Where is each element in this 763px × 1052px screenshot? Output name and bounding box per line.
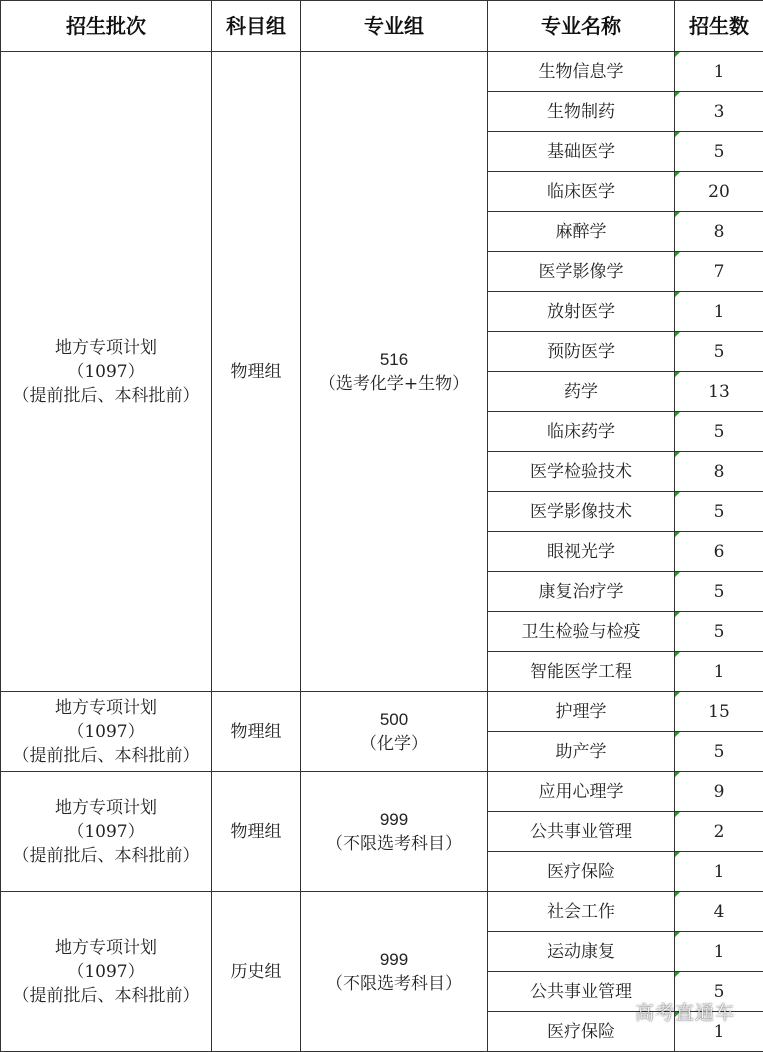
major-group-requirement: （不限选考科目） — [301, 832, 487, 856]
batch-line: （提前批后、本科批前） — [1, 984, 211, 1008]
watermark: 高考直通车 — [635, 998, 735, 1025]
enrollment-count-cell: 6 — [675, 532, 763, 572]
enrollment-count-cell: 3 — [675, 92, 763, 132]
major-group-cell — [301, 692, 488, 772]
major-name-cell: 临床药学 — [488, 412, 675, 452]
major-group-cell — [301, 772, 488, 892]
enrollment-count-cell: 4 — [675, 892, 763, 932]
major-name-cell: 康复治疗学 — [488, 572, 675, 612]
major-name-cell: 临床医学 — [488, 172, 675, 212]
enrollment-count-cell: 2 — [675, 812, 763, 852]
major-name-cell: 眼视光学 — [488, 532, 675, 572]
major-group-code: 500 — [301, 708, 487, 732]
enrollment-count-cell: 1 — [675, 1012, 763, 1052]
batch-line: 地方专项计划 — [1, 696, 211, 720]
major-name-cell: 卫生检验与检疫 — [488, 612, 675, 652]
major-name-cell: 医疗保险 — [488, 1012, 675, 1052]
major-group-requirement: （化学） — [301, 732, 487, 756]
major-name-cell: 医疗保险 — [488, 852, 675, 892]
enrollment-count-cell: 5 — [675, 732, 763, 772]
subject-group-cell: 物理组 — [212, 692, 301, 772]
major-name-cell: 放射医学 — [488, 292, 675, 332]
header-row — [1, 1, 763, 52]
header-batch: 招生批次 — [1, 1, 212, 52]
enrollment-count-cell: 5 — [675, 332, 763, 372]
table-row — [1, 892, 763, 932]
batch-line: （1097） — [1, 960, 211, 984]
batch-cell — [1, 692, 212, 772]
enrollment-count-cell: 5 — [675, 132, 763, 172]
major-name-cell: 公共事业管理 — [488, 972, 675, 1012]
major-name-cell: 医学检验技术 — [488, 452, 675, 492]
enrollment-count-cell: 8 — [675, 212, 763, 252]
enrollment-count-cell: 5 — [675, 612, 763, 652]
major-name-cell: 生物信息学 — [488, 52, 675, 92]
subject-group-cell: 物理组 — [212, 772, 301, 892]
enrollment-count-cell: 5 — [675, 412, 763, 452]
major-group-code: 516 — [301, 348, 487, 372]
major-group-code: 999 — [301, 808, 487, 832]
header-major-name: 专业名称 — [488, 1, 675, 52]
batch-line: （1097） — [1, 720, 211, 744]
batch-line: （提前批后、本科批前） — [1, 844, 211, 868]
major-name-cell: 药学 — [488, 372, 675, 412]
major-name-cell: 医学影像学 — [488, 252, 675, 292]
major-group-code: 999 — [301, 948, 487, 972]
enrollment-count-cell: 15 — [675, 692, 763, 732]
batch-cell — [1, 772, 212, 892]
batch-cell — [1, 52, 212, 692]
enrollment-count-cell: 13 — [675, 372, 763, 412]
major-name-cell: 基础医学 — [488, 132, 675, 172]
batch-cell — [1, 892, 212, 1052]
major-name-cell: 社会工作 — [488, 892, 675, 932]
enrollment-count-cell: 5 — [675, 572, 763, 612]
enrollment-count-cell: 1 — [675, 292, 763, 332]
batch-line: （1097） — [1, 820, 211, 844]
enrollment-count-cell: 1 — [675, 652, 763, 692]
enrollment-count-cell: 1 — [675, 852, 763, 892]
header-subject-group: 科目组 — [212, 1, 301, 52]
enrollment-count-cell: 7 — [675, 252, 763, 292]
major-name-cell: 运动康复 — [488, 932, 675, 972]
table-row — [1, 52, 763, 92]
enrollment-count-cell: 5 — [675, 972, 763, 1012]
subject-group-cell: 历史组 — [212, 892, 301, 1052]
batch-line: 地方专项计划 — [1, 336, 211, 360]
table-row — [1, 772, 763, 812]
major-group-cell — [301, 52, 488, 692]
batch-line: （1097） — [1, 360, 211, 384]
batch-line: 地方专项计划 — [1, 796, 211, 820]
major-name-cell: 护理学 — [488, 692, 675, 732]
enrollment-count-cell: 5 — [675, 492, 763, 532]
enrollment-count-cell: 1 — [675, 52, 763, 92]
enrollment-count-cell: 9 — [675, 772, 763, 812]
major-name-cell: 医学影像技术 — [488, 492, 675, 532]
batch-line: （提前批后、本科批前） — [1, 744, 211, 768]
subject-group-cell: 物理组 — [212, 52, 301, 692]
header-major-group: 专业组 — [301, 1, 488, 52]
batch-line: （提前批后、本科批前） — [1, 384, 211, 408]
enrollment-count-cell: 1 — [675, 932, 763, 972]
major-name-cell: 麻醉学 — [488, 212, 675, 252]
enrollment-count-cell: 20 — [675, 172, 763, 212]
table-row — [1, 692, 763, 732]
major-group-cell — [301, 892, 488, 1052]
major-name-cell: 公共事业管理 — [488, 812, 675, 852]
header-enrollment: 招生数 — [675, 1, 763, 52]
major-group-requirement: （选考化学+生物） — [301, 372, 487, 396]
batch-line: 地方专项计划 — [1, 936, 211, 960]
major-name-cell: 助产学 — [488, 732, 675, 772]
major-name-cell: 生物制药 — [488, 92, 675, 132]
major-name-cell: 智能医学工程 — [488, 652, 675, 692]
major-name-cell: 预防医学 — [488, 332, 675, 372]
enrollment-count-cell: 8 — [675, 452, 763, 492]
major-name-cell: 应用心理学 — [488, 772, 675, 812]
major-group-requirement: （不限选考科目） — [301, 972, 487, 996]
